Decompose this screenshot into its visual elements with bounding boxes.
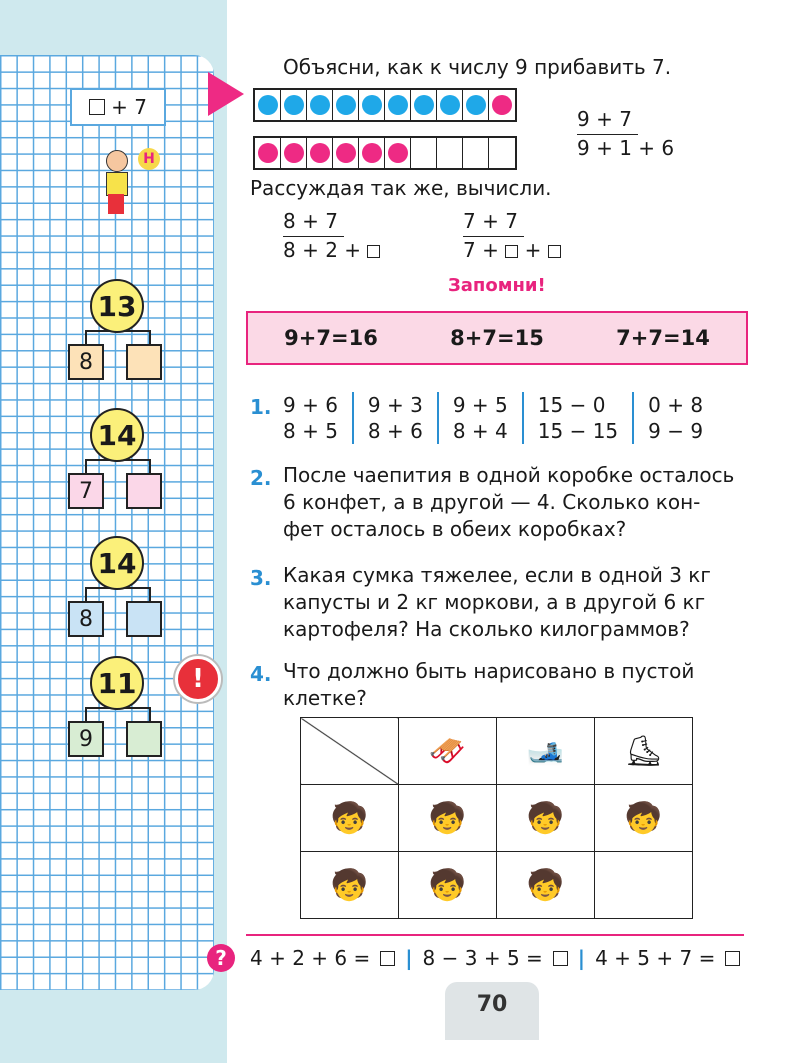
frac-bottom-b: + (524, 238, 542, 262)
expr: 15 − 0 (537, 393, 606, 417)
exercise-1-columns (283, 392, 717, 444)
expr: 4 + 2 + 6 = (250, 946, 371, 970)
tree-3 (68, 536, 168, 646)
empty-bead-cell (489, 138, 515, 168)
blank-square (553, 951, 568, 966)
bead-cell (307, 90, 333, 120)
bead-dot (336, 143, 356, 163)
text-line: Какая сумка тяжелее, если в одной 3 кг (283, 563, 711, 587)
empty-bead-cell (437, 138, 463, 168)
remember-fact: 9+7=16 (284, 326, 378, 350)
expr: 15 − 15 (537, 419, 619, 443)
bead-cell (437, 90, 463, 120)
expr-column (437, 392, 522, 444)
frac-b (463, 208, 561, 263)
text-line: 6 конфет, а в другой — 4. Сколько кон- (283, 490, 701, 514)
tree-left: 7 (68, 473, 104, 509)
bead-cell (255, 90, 281, 120)
boy-head-icon (106, 150, 128, 172)
remember-fact: 7+7=14 (616, 326, 710, 350)
bead-dot (258, 95, 278, 115)
tree-right-blank (126, 601, 162, 637)
skates-icon: ⛸ (595, 718, 693, 785)
frac-bottom-a: 7 + (463, 238, 499, 262)
exercise-1-number: 1. (250, 395, 272, 419)
example-frac (577, 106, 674, 161)
boy-figure (96, 140, 166, 220)
bead-dot (310, 95, 330, 115)
boy-legs-icon (108, 194, 124, 214)
diagonal-cell (301, 718, 399, 785)
tree-left: 8 (68, 344, 104, 380)
expr: 0 + 8 (648, 393, 704, 417)
expr: 4 + 5 + 7 = (595, 946, 716, 970)
expr-column (352, 392, 437, 444)
frac-top: 8 + 7 (283, 208, 344, 237)
tree-top: 13 (90, 279, 144, 333)
bead-cell (333, 90, 359, 120)
blank-square (89, 99, 105, 115)
tree-top: 14 (90, 536, 144, 590)
sled-icon: 🛷 (399, 718, 497, 785)
expr: 9 + 6 (283, 393, 338, 417)
expr-column (283, 392, 352, 444)
bead-dot (414, 95, 434, 115)
exercise-2-number: 2. (250, 466, 272, 490)
blank-square (380, 951, 395, 966)
exercise-4-text (283, 658, 694, 712)
remember-fact: 8+7=15 (450, 326, 544, 350)
tree-right-blank (126, 344, 162, 380)
bead-cell (385, 90, 411, 120)
separator: | (405, 946, 413, 970)
bead-dot (388, 143, 408, 163)
expr: 8 + 4 (452, 419, 508, 443)
bead-dot (440, 95, 460, 115)
text-line: капусты и 2 кг моркови, а в другой 6 кг (283, 590, 706, 614)
bead-cell (281, 90, 307, 120)
boy-body-icon (106, 172, 128, 196)
frac-top: 9 + 7 (577, 106, 638, 135)
picture-table (300, 717, 693, 919)
bead-cell (359, 138, 385, 168)
exercise-3-number: 3. (250, 566, 272, 590)
bead-dot (362, 143, 382, 163)
exclamation-icon: ! (175, 656, 221, 702)
tree-top: 14 (90, 408, 144, 462)
exercise-4-number: 4. (250, 662, 272, 686)
exercise-3-text (283, 562, 711, 643)
bead-dot (284, 143, 304, 163)
bead-dot (258, 143, 278, 163)
bead-cell (255, 138, 281, 168)
hint-box (70, 88, 166, 126)
bead-dot (362, 95, 382, 115)
boy-badge: Н (138, 148, 160, 170)
expr-column (522, 392, 632, 444)
frac-bottom (283, 237, 380, 263)
blank-square (548, 245, 561, 258)
beads-row-1 (253, 88, 517, 122)
expr-column (632, 392, 717, 444)
bead-dot (310, 143, 330, 163)
expr: 9 + 3 (367, 393, 423, 417)
bottom-expressions (250, 946, 740, 970)
kid-skating-icon: 🧒 (595, 785, 693, 852)
bead-dot (336, 95, 356, 115)
text-line: клетке? (283, 686, 367, 710)
bead-dot (492, 95, 512, 115)
task-intro: Объясни, как к числу 9 прибавить 7. (283, 55, 672, 79)
tree-left: 8 (68, 601, 104, 637)
tree-2 (68, 408, 168, 518)
text-line: После чаепития в одной коробке осталось (283, 463, 735, 487)
text-line: Что должно быть нарисовано в пустой (283, 659, 695, 683)
bead-cell (463, 90, 489, 120)
bead-dot (388, 95, 408, 115)
kid-skiing-icon: 🧒 (497, 785, 595, 852)
blank-square (725, 951, 740, 966)
exercise-2-text (283, 462, 734, 543)
kid-on-skis-icon: 🧒 (497, 852, 595, 919)
empty-cell (595, 852, 693, 919)
separator: | (577, 946, 586, 970)
remember-title: Запомни! (448, 275, 546, 296)
bead-dot (284, 95, 304, 115)
remember-box (246, 311, 748, 365)
expr: 8 + 6 (367, 419, 423, 443)
frac-bottom (463, 237, 561, 263)
expr: 9 + 5 (452, 393, 508, 417)
empty-bead-cell (411, 138, 437, 168)
kid-with-sled-icon: 🧒 (399, 785, 497, 852)
frac-bottom: 9 + 1 + 6 (577, 136, 675, 160)
tree-left: 9 (68, 721, 104, 757)
kid-with-flowers-icon: 🧒 (301, 785, 399, 852)
blank-square (367, 245, 380, 258)
divider-line (246, 934, 744, 936)
beads-row-2 (253, 136, 517, 170)
text-line: фет осталось в обеих коробках? (283, 517, 627, 541)
question-icon: ? (207, 944, 235, 972)
frac-bottom-text: 8 + 2 + (283, 238, 362, 262)
bead-dot (466, 95, 486, 115)
tree-1 (68, 279, 168, 389)
expr: 9 − 9 (648, 419, 704, 443)
bead-cell (281, 138, 307, 168)
pointer-triangle-icon (208, 72, 244, 116)
bead-cell (411, 90, 437, 120)
skis-icon: 🎿 (497, 718, 595, 785)
empty-bead-cell (463, 138, 489, 168)
beads-model (253, 88, 517, 170)
text-line: картофеля? На сколько килограммов? (283, 617, 690, 641)
blank-square (505, 245, 518, 258)
page-number: 70 (445, 982, 539, 1040)
reason-text: Рассуждая так же, вычисли. (250, 176, 552, 200)
bead-cell (489, 90, 515, 120)
expr: 8 − 3 + 5 = (422, 946, 543, 970)
bead-cell (333, 138, 359, 168)
tree-right-blank (126, 721, 162, 757)
tree-right-blank (126, 473, 162, 509)
tree-4 (68, 656, 168, 766)
tree-top: 11 (90, 656, 144, 710)
hint-expr: + 7 (111, 95, 147, 119)
kid-icon: 🧒 (301, 852, 399, 919)
bead-cell (385, 138, 411, 168)
bead-cell (307, 138, 333, 168)
frac-a (283, 208, 380, 263)
frac-top: 7 + 7 (463, 208, 524, 237)
expr: 8 + 5 (283, 419, 338, 443)
kid-on-sled-icon: 🧒 (399, 852, 497, 919)
bead-cell (359, 90, 385, 120)
